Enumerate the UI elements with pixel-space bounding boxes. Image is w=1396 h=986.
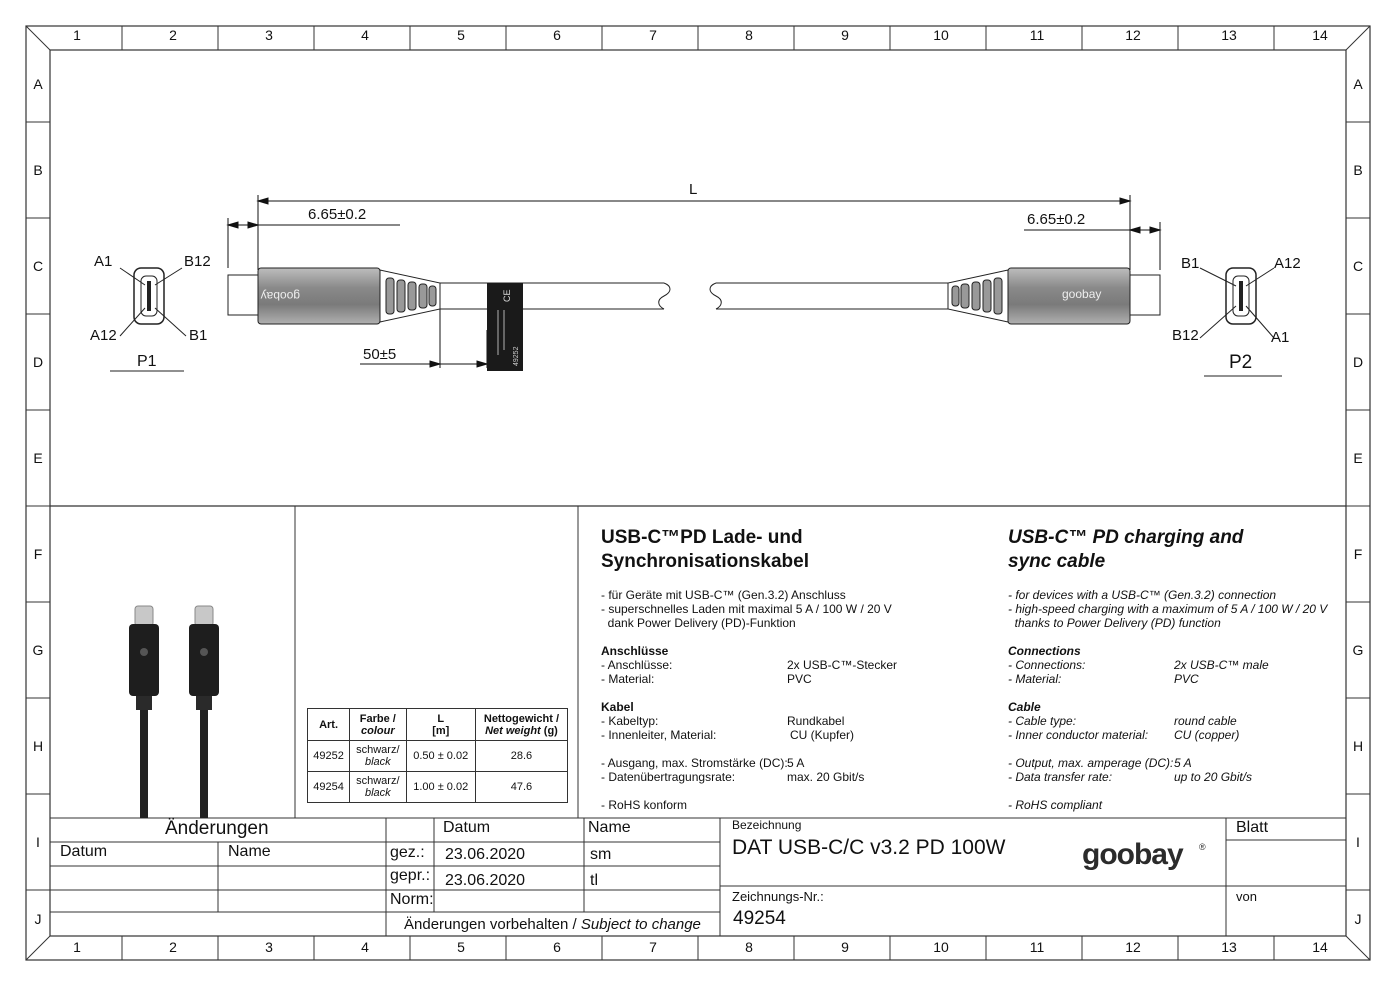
colour-en: black [364, 787, 391, 799]
frame-col-8: 8 [745, 27, 753, 43]
frame-row-f: F [1353, 546, 1363, 562]
spec-de-bullet-2: - superschnelles Laden mit maximal 5 A / 100 W / 20 V [601, 602, 892, 616]
p1-pin-b1: B1 [189, 327, 208, 344]
right-plug-logo: goobay [1062, 287, 1102, 301]
spec-de-title-2: Synchronisationskabel [601, 551, 810, 572]
product-photo [100, 600, 250, 818]
name-header: Name [588, 819, 631, 836]
frame-row-h: H [32, 738, 44, 754]
frame-col-6: 6 [553, 939, 561, 955]
frame-col-4: 4 [361, 939, 369, 955]
frame-col-5: 5 [457, 27, 465, 43]
spec-de-rohs: - RoHS konform [601, 798, 688, 812]
spec-en-conn-head: Connections [1008, 644, 1081, 658]
spec-en-inner-value: CU (copper) [1174, 728, 1240, 742]
drawing-no-label: Zeichnungs-Nr.: [732, 889, 824, 904]
spec-en-conn-label: - Connections: [1008, 658, 1086, 672]
p2-pin-a12: A12 [1274, 255, 1301, 272]
length-header-l: L [437, 712, 445, 725]
frame-row-b: B [1353, 162, 1363, 178]
spec-en-cable-head: Cable [1008, 700, 1041, 714]
spec-en-bullet-2: - high-speed charging with a maximum of 5 A / 100 W / 20 V [1008, 602, 1328, 616]
frame-row-f: F [33, 546, 43, 562]
frame-row-j: J [1354, 911, 1362, 927]
colour-header-en: colour [361, 724, 395, 737]
label-offset-dim-label: 50±5 [363, 346, 397, 363]
checked-date: 23.06.2020 [445, 872, 526, 889]
label-tag-art: 49252 [513, 346, 520, 366]
frame-col-8: 8 [745, 939, 753, 955]
spec-de-rate-label: - Datenübertragungsrate: [601, 770, 736, 784]
left-connector [228, 268, 440, 324]
frame-row-a: A [33, 76, 43, 92]
spec-de-mat-value: PVC [787, 672, 812, 686]
spec-en-rate-value: up to 20 Gbit/s [1174, 770, 1253, 784]
frame-row-i: I [1356, 834, 1360, 850]
frame-col-12: 12 [1125, 939, 1141, 955]
frame-row-j: J [34, 911, 42, 927]
p1-pin-a12: A12 [90, 327, 117, 344]
p2-pin-b1: B1 [1181, 255, 1200, 272]
frame-row-i: I [36, 834, 40, 850]
spec-de-bullet-2b: dank Power Delivery (PD)-Funktion [601, 616, 796, 630]
spec-de-conn-head: Anschlüsse [601, 644, 669, 658]
frame-col-1: 1 [73, 939, 81, 955]
frame-col-14: 14 [1312, 939, 1328, 955]
frame-col-11: 11 [1029, 939, 1045, 955]
of-label: von [1236, 889, 1257, 904]
right-plug-dim-label: 6.65±0.2 [1027, 211, 1086, 228]
weight-header-en [479, 725, 564, 737]
goobay-logo [1082, 834, 1210, 870]
frame-col-9: 9 [841, 27, 849, 43]
datum-header: Datum [443, 819, 491, 836]
goobay-logo-text: goobay [1082, 838, 1183, 870]
frame-row-d: D [1352, 354, 1364, 370]
weight-cell: 47.6 [475, 772, 567, 803]
spec-de-conn-value: 2x USB-C™-Stecker [787, 658, 898, 672]
length-col-header [406, 709, 475, 741]
p2-pin-b12: B12 [1172, 327, 1199, 344]
frame-row-g: G [1352, 642, 1364, 658]
frame-col-5: 5 [457, 939, 465, 955]
frame-row-h: H [1352, 738, 1364, 754]
norm-label: Norm: [390, 891, 434, 908]
length-label: L [689, 181, 698, 198]
sheet-label: Blatt [1236, 819, 1269, 836]
article-cell: 49252 [308, 741, 350, 772]
colour-en: black [364, 756, 391, 768]
spec-en-type-value: round cable [1174, 714, 1237, 728]
designation-label: Bezeichnung [732, 818, 802, 832]
spec-de-inner-value: CU (Kupfer) [790, 728, 855, 742]
weight-header-unit: (g) [543, 724, 558, 737]
subject-de: Änderungen vorbehalten / [404, 916, 581, 933]
spec-de-out-label: - Ausgang, max. Stromstärke (DC): [601, 756, 788, 770]
drawing-no-value: 49254 [733, 908, 786, 929]
frame-col-2: 2 [169, 939, 177, 955]
frame-col-11: 11 [1029, 27, 1045, 43]
changes-title: Änderungen [165, 818, 269, 839]
spec-en-conn-value: 2x USB-C™ male [1174, 658, 1269, 672]
weight-header-en-text: Net weight [485, 724, 541, 737]
colour-de: schwarz/ [356, 775, 400, 787]
weight-cell: 28.6 [475, 741, 567, 772]
spec-de-out-value: 5 A [787, 756, 805, 770]
spec-en-mat-label: - Material: [1008, 672, 1062, 686]
drawn-name: sm [590, 846, 612, 863]
checked-name: tl [590, 872, 598, 889]
spec-en-type-label: - Cable type: [1008, 714, 1077, 728]
colour-de: schwarz/ [356, 744, 400, 756]
left-plug-dim-label: 6.65±0.2 [308, 206, 367, 223]
length-cell: 0.50 ± 0.02 [406, 741, 475, 772]
left-plug-logo: goobay [260, 289, 300, 303]
spec-de-bullet-1: - für Geräte mit USB-C™ (Gen.3.2) Anschluss [601, 588, 846, 602]
colour-col-header [350, 709, 406, 741]
table-row [308, 741, 568, 772]
frame-col-13: 13 [1221, 27, 1237, 43]
frame-row-d: D [32, 354, 44, 370]
p1-pin-b12: B12 [184, 253, 211, 270]
left-plug-dimension [228, 218, 400, 268]
spec-en-mat-value: PVC [1174, 672, 1199, 686]
cable-body-left [440, 283, 670, 309]
frame-col-10: 10 [933, 27, 949, 43]
spec-de-type-label: - Kabeltyp: [601, 714, 659, 728]
spec-en-rohs: - RoHS compliant [1008, 798, 1103, 812]
frame-col-9: 9 [841, 939, 849, 955]
spec-en-bullet-1: - for devices with a USB-C™ (Gen.3.2) connection [1008, 588, 1277, 602]
table-row [308, 772, 568, 803]
spec-de-title-1: USB-C™PD Lade- und [601, 527, 803, 548]
frame-row-c: C [1352, 258, 1364, 274]
svg-text:®: ® [1199, 842, 1206, 852]
article-table [307, 708, 568, 803]
spec-de-conn-label: - Anschlüsse: [601, 658, 673, 672]
colour-cell [350, 741, 406, 772]
spec-en-out-label: - Output, max. amperage (DC): [1008, 756, 1174, 770]
length-dimension [258, 195, 1130, 270]
spec-de-inner-label: - Innenleiter, Material: [601, 728, 717, 742]
subject-en: Subject to change [580, 916, 701, 933]
weight-col-header [475, 709, 567, 741]
goobay-logo-mark [1082, 834, 1210, 870]
p1-pin-a1: A1 [94, 253, 113, 270]
frame-col-3: 3 [265, 939, 273, 955]
frame-col-7: 7 [649, 27, 657, 43]
right-plug-dimension [1024, 222, 1160, 270]
frame-col-1: 1 [73, 27, 81, 43]
weight-header-de: Nettogewicht / [483, 712, 560, 725]
frame-col-13: 13 [1221, 939, 1237, 955]
changes-date-header: Datum [60, 843, 108, 860]
spec-en-out-value: 5 A [1174, 756, 1192, 770]
drawn-label: gez.: [390, 844, 425, 861]
label-tag-ce: CE [502, 289, 512, 302]
frame-row-c: C [32, 258, 44, 274]
right-connector [948, 268, 1160, 324]
frame-col-10: 10 [933, 939, 949, 955]
frame-col-14: 14 [1312, 27, 1328, 43]
spec-en-bullet-2b: thanks to Power Delivery (PD) function [1008, 616, 1221, 630]
length-cell: 1.00 ± 0.02 [406, 772, 475, 803]
spec-de-rate-value: max. 20 Gbit/s [787, 770, 865, 784]
spec-de-mat-label: - Material: [601, 672, 655, 686]
frame-col-2: 2 [169, 27, 177, 43]
spec-de-cable-head: Kabel [601, 700, 634, 714]
frame-col-4: 4 [361, 27, 369, 43]
frame-col-12: 12 [1125, 27, 1141, 43]
cable-label-tag [487, 283, 523, 371]
spec-en-title-2: sync cable [1008, 551, 1106, 572]
frame-row-g: G [32, 642, 44, 658]
spec-en-title-1: USB-C™ PD charging and [1008, 527, 1244, 548]
changes-name-header: Name [228, 843, 271, 860]
spec-en-inner-label: - Inner conductor material: [1008, 728, 1149, 742]
p1-label: P1 [137, 353, 157, 370]
drawn-date: 23.06.2020 [445, 846, 526, 863]
article-col-header: Art. [308, 709, 350, 741]
p2-label: P2 [1229, 352, 1253, 373]
colour-cell [350, 772, 406, 803]
spec-en-rate-label: - Data transfer rate: [1008, 770, 1113, 784]
p2-pin-a1: A1 [1271, 329, 1290, 346]
frame-col-7: 7 [649, 939, 657, 955]
frame-row-e: E [33, 450, 43, 466]
frame-col-6: 6 [553, 27, 561, 43]
length-header-unit: [m] [432, 724, 450, 737]
article-cell: 49254 [308, 772, 350, 803]
designation-value: DAT USB-C/C v3.2 PD 100W [732, 836, 1006, 859]
frame-row-a: A [1353, 76, 1363, 92]
cable-body-right [710, 283, 948, 309]
checked-label: gepr.: [390, 867, 431, 884]
frame-col-3: 3 [265, 27, 273, 43]
subject-to-change [404, 916, 701, 933]
colour-header-de: Farbe / [359, 712, 396, 725]
spec-de-type-value: Rundkabel [787, 714, 845, 728]
frame-row-e: E [1353, 450, 1363, 466]
frame-row-b: B [33, 162, 43, 178]
